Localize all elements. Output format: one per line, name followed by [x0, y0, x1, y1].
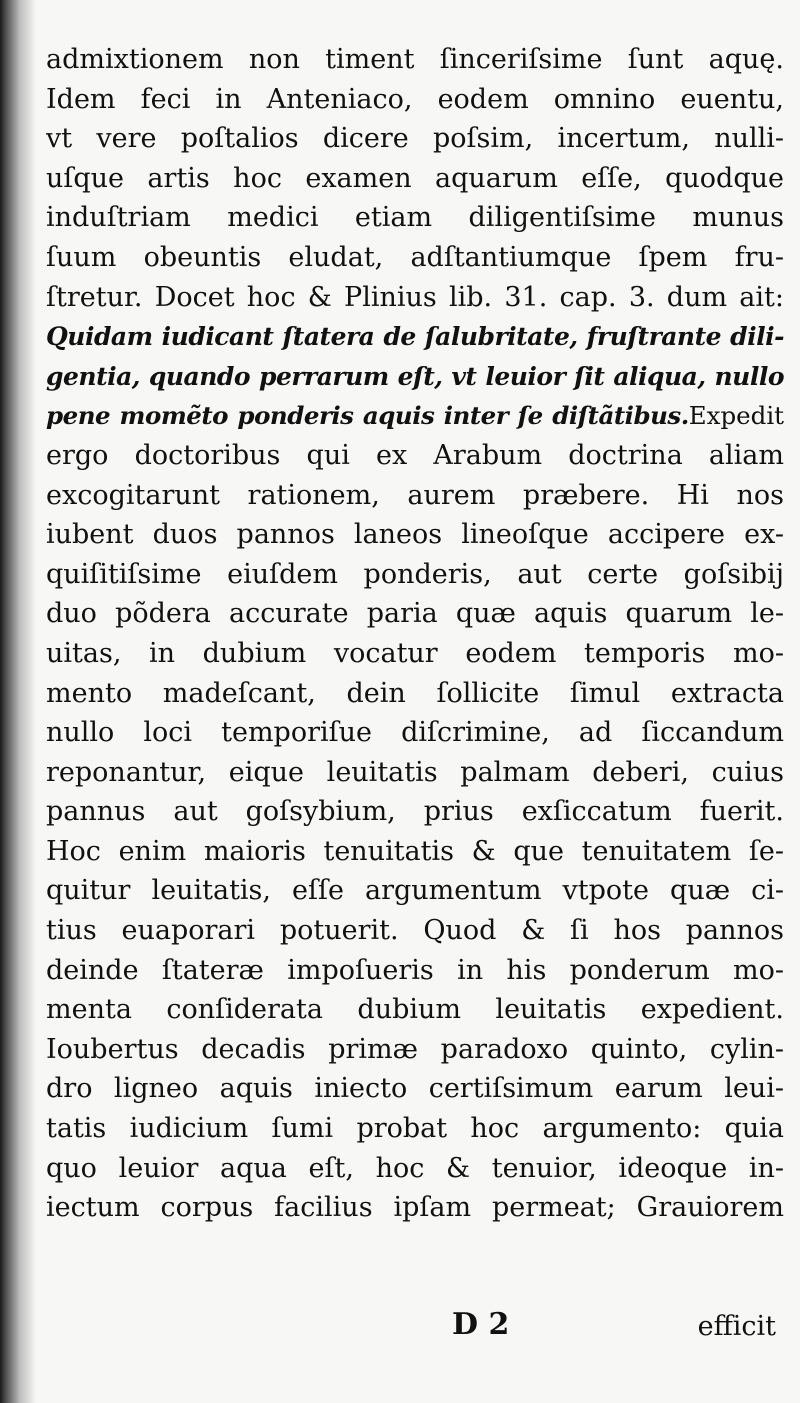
text-segment: dro ligneo aquis iniecto certiſsimum earum leui-: [46, 1073, 784, 1105]
binding-shadow: [0, 0, 36, 1403]
text-line: [46, 396, 784, 436]
text-line: [46, 198, 784, 238]
italic-quote-segment: pene momẽto ponderis aquis inter ſe diſtãtibus.: [46, 401, 689, 431]
text-line: [46, 119, 784, 159]
text-segment: induſtriam medici etiam diligentiſsime munus: [46, 202, 784, 234]
text-segment: tius euaporari potuerit. Quod & ſi hos pannos: [46, 915, 784, 947]
text-line: [46, 990, 784, 1030]
text-line: [46, 80, 784, 120]
text-segment: reponantur, eique leuitatis palmam deberi, cuius: [46, 756, 784, 788]
text-segment: ergo doctoribus qui ex Arabum doctrina aliam: [46, 439, 784, 471]
text-segment: uitas, in dubium vocatur eodem temporis mo-: [46, 637, 784, 669]
text-segment: pannus aut goſsybium, prius exſiccatum fuerit.: [46, 796, 784, 828]
text-segment: iubent duos pannos laneos lineoſque accipere ex-: [46, 519, 784, 551]
text-segment: Idem feci in Anteniaco, eodem omnino euentu,: [46, 83, 784, 115]
text-segment: quo leuior aqua eſt, hoc & tenuior, ideoque in-: [46, 1152, 784, 1184]
text-segment: nullo loci temporiſue diſcrimine, ad ſiccandum: [46, 717, 784, 749]
catchword: efficit: [697, 1311, 776, 1342]
text-line: [46, 1030, 784, 1070]
text-line: [46, 317, 784, 357]
text-segment: admixtionem non timent ſinceriſsime ſunt aquę.: [46, 44, 784, 75]
signature-mark: D 2: [452, 1307, 510, 1342]
text-segment: ſuum obeuntis eludat, adſtantiumque ſpem fru-: [46, 241, 784, 273]
text-segment: uſque artis hoc examen aquarum eſſe, quodque: [46, 162, 784, 194]
text-line: [46, 159, 784, 199]
italic-quote-segment: gentia, quando perrarum eſt, vt leuior ſit aliqua, nullo: [46, 361, 784, 391]
text-segment: quiſitiſsime eiuſdem ponderis, aut certe goſsibij: [46, 558, 784, 590]
text-line: [46, 1109, 784, 1149]
text-segment: Hoc enim maioris tenuitatis & que tenuitatem ſe-: [46, 835, 784, 867]
text-line: [46, 911, 784, 951]
text-line: [46, 238, 784, 278]
text-segment: tatis iudicium ſumi probat hoc argumento: quia: [46, 1113, 784, 1145]
italic-quote-segment: Quidam iudicant ſtatera de ſalubritate, fruſtrante dili-: [46, 322, 784, 352]
text-segment: Expedit: [688, 401, 784, 431]
text-line: [46, 476, 784, 516]
text-segment: Ioubertus decadis primæ paradoxo quinto, cylin-: [46, 1033, 784, 1065]
text-segment: menta conſiderata dubium leuitatis expedient.: [46, 994, 784, 1026]
text-segment: duo põdera accurate paria quæ aquis quarum le-: [46, 598, 784, 630]
text-line: [46, 594, 784, 634]
text-segment: deinde ſtateræ impoſueris in his ponderum mo-: [46, 954, 784, 986]
text-segment: ſtretur. Docet hoc & Plinius lib. 31. cap. 3. dum ait:: [46, 281, 784, 313]
text-segment: excogitarunt rationem, aurem præbere. Hi nos: [46, 479, 784, 511]
text-line: [46, 278, 784, 318]
text-line: [46, 634, 784, 674]
text-line: [46, 871, 784, 911]
text-line: [46, 40, 784, 80]
text-segment: iectum corpus facilius ipſam permeat; Grauiorem: [46, 1192, 784, 1224]
text-segment: quitur leuitatis, eſſe argumentum vtpote quæ ci-: [46, 875, 784, 907]
text-line: [46, 713, 784, 753]
text-line: [46, 753, 784, 793]
text-line: [46, 515, 784, 555]
text-line: [46, 832, 784, 872]
text-line: [46, 792, 784, 832]
page-footer: [0, 1307, 800, 1357]
text-line: [46, 1069, 784, 1109]
text-segment: mento madeſcant, dein ſollicite ſimul extracta: [46, 677, 784, 709]
text-line: [46, 1149, 784, 1189]
text-line: [46, 555, 784, 595]
text-line: [46, 436, 784, 476]
text-line: [46, 357, 784, 397]
text-line: [46, 674, 784, 714]
text-line: [46, 951, 784, 991]
body-text: [46, 40, 784, 1228]
text-line: [46, 1188, 784, 1228]
text-segment: vt vere poſtalios dicere poſsim, incertum, nulli-: [46, 123, 784, 155]
